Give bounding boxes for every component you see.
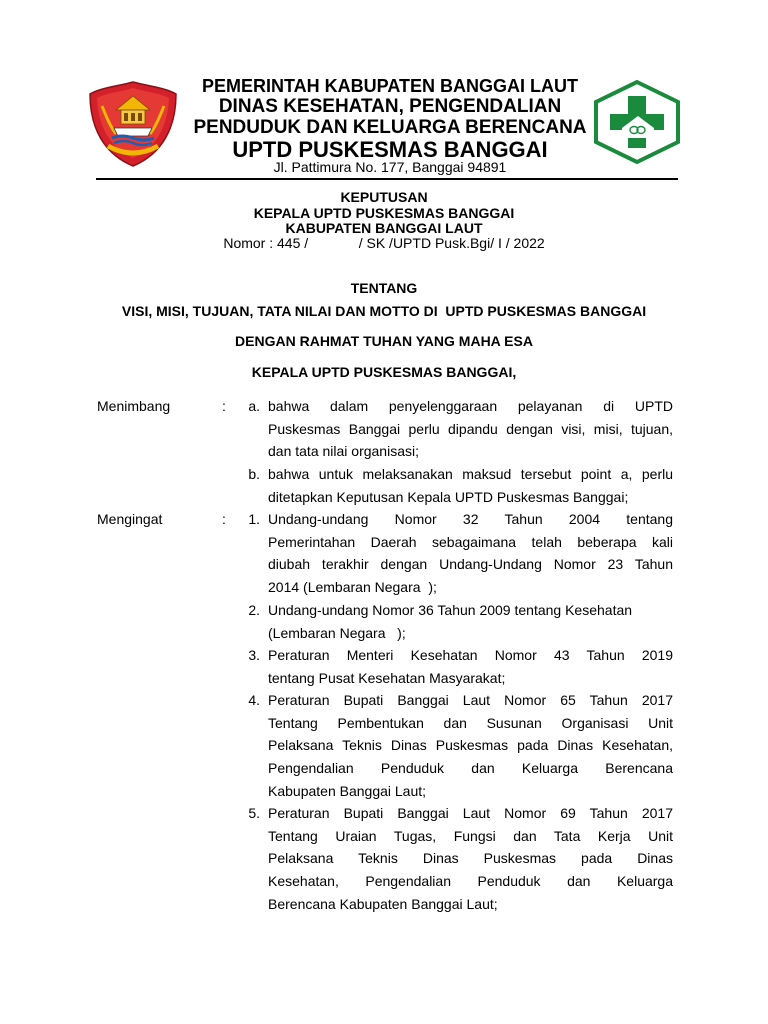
decree-title: KEPUTUSAN — [340, 189, 428, 205]
mengingat-marker-1: 1. — [248, 511, 260, 527]
list-item-line: Pelaksana Teknis Dinas Puskesmas pada Dinas — [268, 850, 673, 867]
list-item-line: Peraturan Bupati Banggai Laut Nomor 65 Tahun 2017 — [268, 692, 673, 708]
list-item-line: bahwa dalam penyelenggaraan pelayanan di UPTD — [268, 398, 673, 414]
menimbang-marker-b: b. — [248, 466, 260, 482]
decree-subject: VISI, MISI, TUJUAN, TATA NILAI DAN MOTTO DI UPTD PUSKESMAS BANGGAI — [121, 303, 647, 319]
kepala-heading: KEPALA UPTD PUSKESMAS BANGGAI, — [251, 364, 517, 380]
mengingat-item-4 — [268, 689, 673, 802]
mengingat-marker-4: 4. — [248, 692, 260, 708]
mengingat-marker-2: 2. — [248, 602, 260, 618]
mengingat-item-2 — [268, 599, 673, 644]
mengingat-marker-3: 3. — [248, 647, 260, 663]
mengingat-item-3 — [268, 644, 673, 689]
letterhead-address: Jl. Pattimura No. 177, Banggai 94891 — [273, 159, 507, 175]
list-item-line: bahwa untuk melaksanakan maksud tersebut point a, perlu — [268, 466, 673, 482]
letterhead-line-1: PEMERINTAH KABUPATEN BANGGAI LAUT — [202, 76, 578, 96]
list-item-line: ditetapkan Keputusan Kepala UPTD Puskesmas Banggai; — [268, 488, 629, 505]
list-item-line: (Lembaran Negara ); — [268, 624, 406, 641]
letterhead-divider — [96, 178, 678, 180]
list-item-line: Berencana Kabupaten Banggai Laut; — [268, 895, 498, 912]
list-item-line: Tentang Uraian Tugas, Fungsi dan Tata Kerja Unit — [268, 827, 673, 844]
menimbang-marker-a: a. — [248, 398, 260, 414]
mengingat-label: Mengingat — [97, 511, 163, 527]
list-item-line: tentang Pusat Kesehatan Masyarakat; — [268, 669, 506, 686]
list-item-line: Peraturan Bupati Banggai Laut Nomor 69 Tahun 2017 — [268, 805, 673, 821]
rahmat-heading: DENGAN RAHMAT TUHAN YANG MAHA ESA — [235, 333, 533, 349]
letterhead-title: UPTD PUSKESMAS BANGGAI — [232, 137, 548, 162]
list-item-line: Undang-undang Nomor 32 Tahun 2004 tentang — [268, 511, 673, 527]
mengingat-item-1 — [268, 508, 673, 599]
tentang-heading: TENTANG — [350, 280, 418, 296]
list-item-line: Peraturan Menteri Kesehatan Nomor 43 Tahun 2019 — [268, 647, 673, 663]
list-item-line: Pengendalian Penduduk dan Keluarga Berencana — [268, 760, 673, 777]
letterhead-line-2: DINAS KESEHATAN, PENGENDALIAN — [218, 96, 562, 117]
decree-subtitle-2: KABUPATEN BANGGAI LAUT — [285, 220, 483, 236]
menimbang-item-a — [268, 395, 673, 463]
list-item-line: Tentang Pembentukan dan Susunan Organisasi Unit — [268, 714, 673, 731]
list-item-line: Kesehatan, Pengendalian Penduduk dan Keluarga — [268, 873, 673, 890]
decree-number: Nomor : 445 / / SK /UPTD Pusk.Bgi/ I / 2022 — [223, 235, 545, 251]
decree-subtitle-1: KEPALA UPTD PUSKESMAS BANGGAI — [253, 205, 515, 221]
mengingat-marker-5: 5. — [248, 805, 260, 821]
menimbang-item-b — [268, 463, 673, 508]
list-item-line: Pelaksana Teknis Dinas Puskesmas pada Dinas Kesehatan, — [268, 737, 673, 754]
mengingat-colon: : — [222, 511, 226, 527]
mengingat-item-5 — [268, 802, 673, 915]
list-item-line: Puskesmas Banggai perlu dipandu dengan visi, misi, tujuan, — [268, 420, 673, 437]
list-item-line: Kabupaten Banggai Laut; — [268, 782, 427, 799]
list-item-line: dan tata nilai organisasi; — [268, 443, 419, 460]
list-item-line: Undang-undang Nomor 36 Tahun 2009 tentang Kesehatan — [268, 602, 633, 618]
letterhead-line-3: PENDUDUK DAN KELUARGA BERENCANA — [193, 117, 587, 138]
menimbang-label: Menimbang — [97, 398, 171, 414]
list-item-line: Pemerintahan Daerah sebagaimana telah beberapa kali — [268, 533, 673, 550]
list-item-line: diubah terakhir dengan Undang-Undang Nomor 23 Tahun — [268, 556, 673, 573]
menimbang-colon: : — [222, 398, 226, 414]
list-item-line: 2014 (Lembaran Negara ); — [268, 579, 437, 596]
